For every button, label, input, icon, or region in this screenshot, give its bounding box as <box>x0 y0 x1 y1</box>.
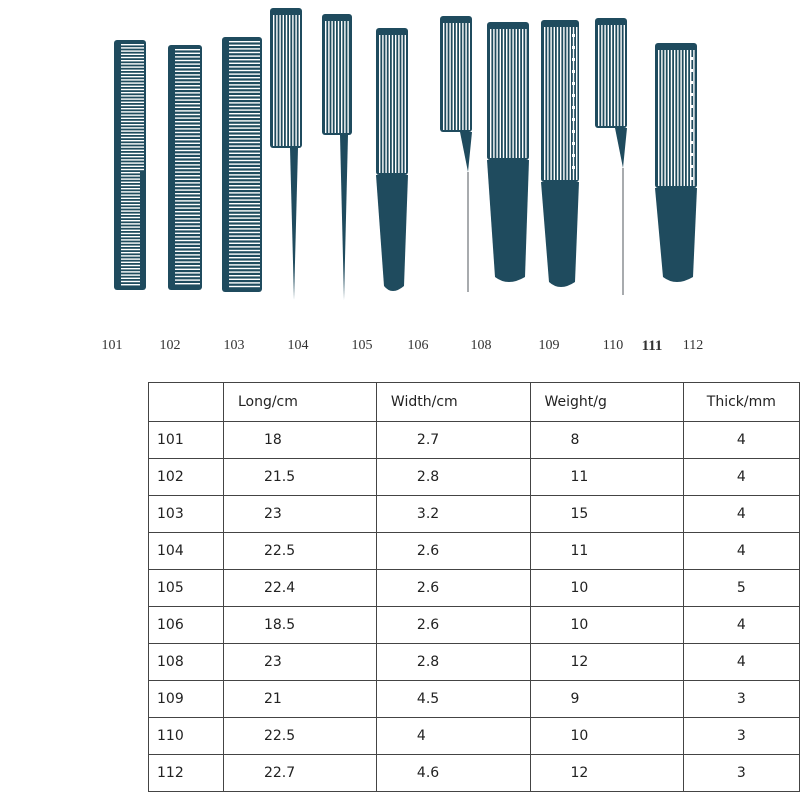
cell-long: 22.5 <box>223 533 376 570</box>
cell-long: 21.5 <box>223 459 376 496</box>
cell-long: 18.5 <box>223 607 376 644</box>
cell-model: 112 <box>149 755 224 792</box>
cell-weight: 11 <box>530 459 683 496</box>
cell-weight: 15 <box>530 496 683 533</box>
cell-thick: 4 <box>683 459 799 496</box>
comb-111 <box>595 18 627 295</box>
cell-width: 2.7 <box>376 422 530 459</box>
cell-long: 22.4 <box>223 570 376 607</box>
cell-model: 108 <box>149 644 224 681</box>
cell-width: 2.8 <box>376 459 530 496</box>
cell-width: 2.8 <box>376 644 530 681</box>
cell-model: 104 <box>149 533 224 570</box>
comb-101 <box>114 40 146 290</box>
cell-thick: 4 <box>683 422 799 459</box>
comb-105 <box>322 14 352 300</box>
cell-model: 110 <box>149 718 224 755</box>
cell-thick: 5 <box>683 570 799 607</box>
header-width: Width/cm <box>376 383 530 422</box>
model-label: 108 <box>470 338 492 353</box>
comb-104 <box>270 8 302 300</box>
comb-109 <box>487 22 529 282</box>
header-blank <box>149 383 224 422</box>
model-label: 109 <box>538 338 560 353</box>
model-label: 104 <box>287 338 309 353</box>
cell-weight: 10 <box>530 718 683 755</box>
model-label: 103 <box>223 338 245 353</box>
cell-weight: 9 <box>530 681 683 718</box>
cell-thick: 3 <box>683 718 799 755</box>
comb-106 <box>376 28 408 291</box>
cell-long: 21 <box>223 681 376 718</box>
cell-model: 105 <box>149 570 224 607</box>
cell-thick: 4 <box>683 533 799 570</box>
cell-weight: 8 <box>530 422 683 459</box>
cell-weight: 11 <box>530 533 683 570</box>
spec-table <box>148 382 800 792</box>
comb-102 <box>168 45 202 290</box>
comb-112 <box>655 43 697 282</box>
cell-long: 23 <box>223 644 376 681</box>
cell-width: 2.6 <box>376 607 530 644</box>
model-label: 111 <box>641 338 663 354</box>
table-row <box>149 644 800 681</box>
cell-model: 103 <box>149 496 224 533</box>
table-row <box>149 533 800 570</box>
comb-110 <box>541 20 579 287</box>
cell-thick: 4 <box>683 496 799 533</box>
table-row <box>149 570 800 607</box>
cell-long: 22.5 <box>223 718 376 755</box>
comb-108 <box>440 16 472 292</box>
model-label: 106 <box>407 338 429 353</box>
table-row <box>149 681 800 718</box>
header-thick: Thick/mm <box>683 383 799 422</box>
cell-width: 2.6 <box>376 570 530 607</box>
comb-photo <box>0 0 800 310</box>
cell-thick: 4 <box>683 607 799 644</box>
model-label: 105 <box>351 338 373 353</box>
cell-weight: 12 <box>530 755 683 792</box>
cell-long: 22.7 <box>223 755 376 792</box>
table-row <box>149 459 800 496</box>
cell-weight: 10 <box>530 607 683 644</box>
table-row <box>149 607 800 644</box>
spec-table-header <box>149 383 800 422</box>
cell-model: 109 <box>149 681 224 718</box>
cell-weight: 12 <box>530 644 683 681</box>
model-label: 112 <box>682 338 704 353</box>
cell-thick: 3 <box>683 755 799 792</box>
model-label: 110 <box>602 338 624 353</box>
cell-long: 18 <box>223 422 376 459</box>
cell-long: 23 <box>223 496 376 533</box>
cell-model: 102 <box>149 459 224 496</box>
cell-width: 4.6 <box>376 755 530 792</box>
table-row <box>149 422 800 459</box>
cell-width: 2.6 <box>376 533 530 570</box>
model-label: 101 <box>101 338 123 353</box>
cell-width: 4 <box>376 718 530 755</box>
cell-thick: 3 <box>683 681 799 718</box>
table-row <box>149 496 800 533</box>
header-long: Long/cm <box>223 383 376 422</box>
cell-thick: 4 <box>683 644 799 681</box>
comb-103 <box>222 37 262 292</box>
cell-model: 106 <box>149 607 224 644</box>
table-row <box>149 755 800 792</box>
cell-weight: 10 <box>530 570 683 607</box>
cell-model: 101 <box>149 422 224 459</box>
cell-width: 4.5 <box>376 681 530 718</box>
cell-width: 3.2 <box>376 496 530 533</box>
table-row <box>149 718 800 755</box>
model-label: 102 <box>159 338 181 353</box>
header-weight: Weight/g <box>530 383 683 422</box>
